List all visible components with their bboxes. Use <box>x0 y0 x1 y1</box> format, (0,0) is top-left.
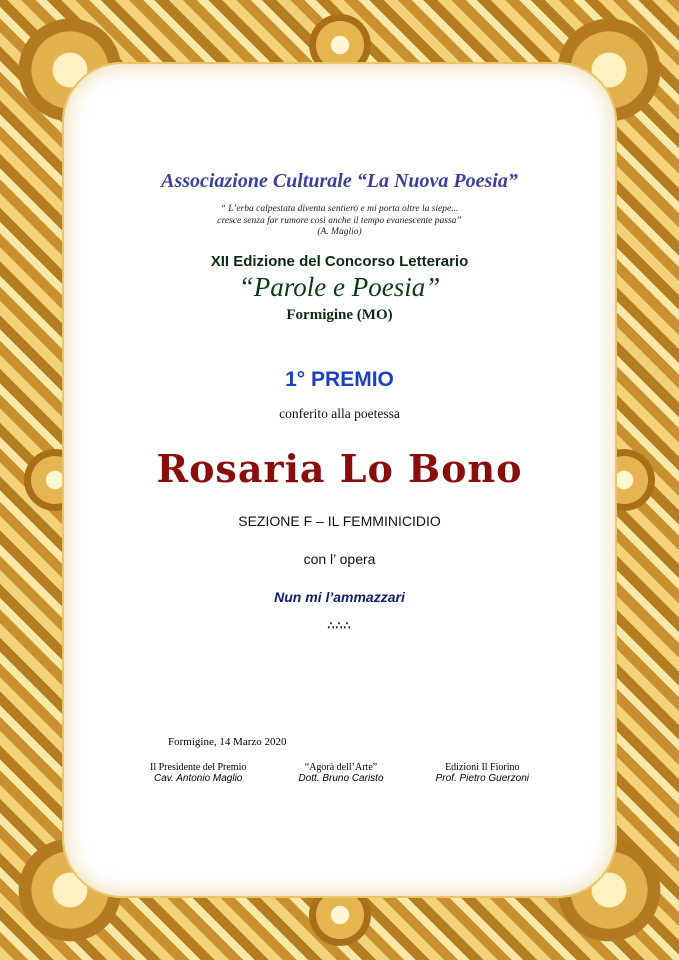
contest-edition: XII Edizione del Concorso Letterario <box>210 253 469 270</box>
work-title: Nun mi l’ammazzari <box>274 589 405 605</box>
date-line: Formigine, 14 Marzo 2020 <box>168 736 287 748</box>
signature-role: Edizioni Il Fiorino <box>445 762 520 773</box>
with-work-text: con l’ opera <box>303 551 376 567</box>
signatures-row <box>150 762 529 784</box>
signature-person: Dott. Bruno Caristo <box>298 773 384 784</box>
signature-role: “Agorà dell’Arte” <box>304 762 378 773</box>
award-section: SEZIONE F – IL FEMMINICIDIO <box>238 513 441 529</box>
divider-ornament: ∴∴∴ <box>327 620 352 632</box>
quote-author: (A. Maglio) <box>317 227 362 237</box>
signature-block <box>150 762 246 784</box>
prize-heading: 1° PREMIO <box>285 368 394 391</box>
winner-name: Rosaria Lo Bono <box>156 446 523 491</box>
contest-title: “Parole e Poesia” <box>238 272 441 302</box>
contest-place: Formigine (MO) <box>286 307 393 323</box>
signature-person: Cav. Antonio Maglio <box>153 773 243 784</box>
conferred-text: conferito alla poetessa <box>279 406 400 421</box>
quote-line-1: “ L’erba calpestata diventa sentiero e mi porta oltre la siepe... <box>220 204 459 214</box>
certificate-content <box>80 170 599 682</box>
quote-line-2: cresce senza far rumore così anche il tempo evanescente passa” <box>217 216 462 226</box>
signature-block <box>436 762 529 784</box>
signature-block <box>298 762 383 784</box>
signature-person: Prof. Pietro Guerzoni <box>435 773 529 784</box>
signature-role: Il Presidente del Premio <box>150 762 247 773</box>
association-name: Associazione Culturale “La Nuova Poesia” <box>161 170 518 192</box>
